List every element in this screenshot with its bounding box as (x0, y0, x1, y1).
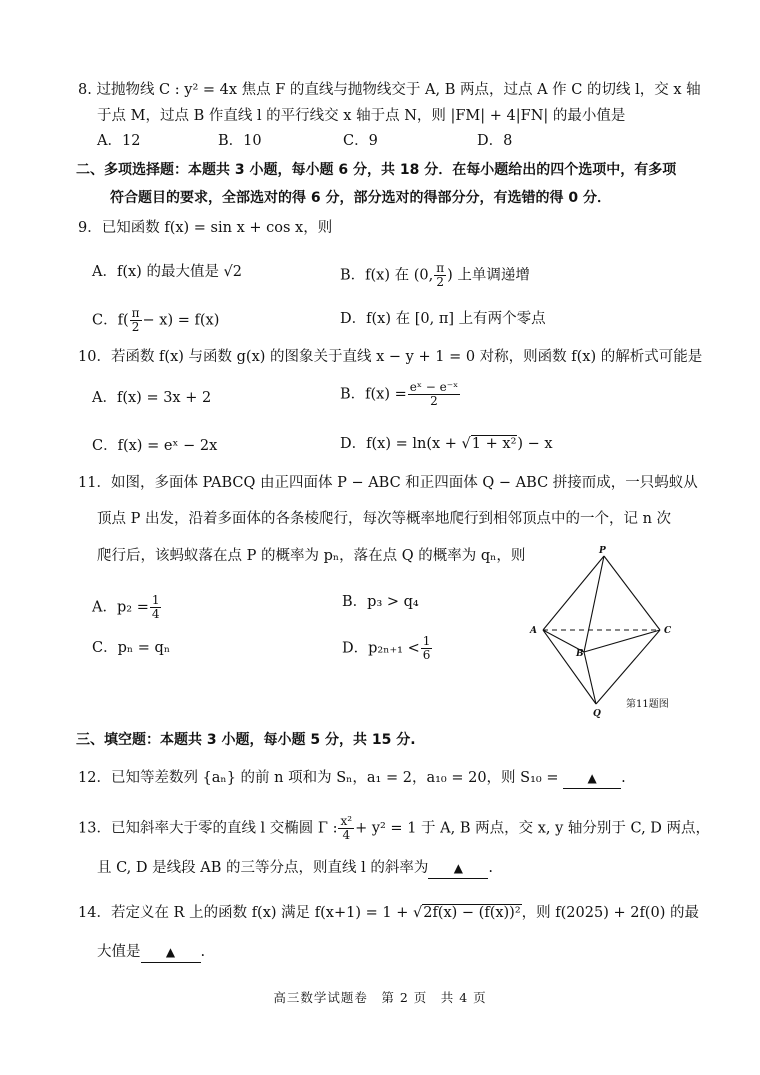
q11-d-pre: p₂ₙ₊₁ < (368, 640, 420, 657)
edge-pc (604, 556, 660, 630)
q8-option-a: A．12 (97, 133, 141, 149)
q12-answer-blank: ▲ (563, 768, 621, 789)
q11-line1: 11．如图，多面体 PABCQ 由正四面体 P − ABC 和正四面体 Q − ABC 拼接而成，一只蚂蚁从 (78, 475, 698, 491)
q9-c-num: π (131, 306, 140, 320)
section2-description: 符合题目的要求，全部选对的得 6 分，部分选对的得部分分，有选错的得 0 分． (110, 190, 611, 206)
vertex-label-a: A (530, 626, 537, 636)
q13-fraction (338, 815, 354, 842)
vertex-label-q: Q (593, 709, 601, 719)
q14-answer-blank: ▲ (141, 942, 201, 963)
q10-option-c (92, 436, 217, 456)
q11-option-d (342, 635, 433, 662)
q9-b-num: π (436, 261, 445, 275)
q9-c-post: − x) = f(x) (142, 312, 220, 329)
q10-b-den: 2 (430, 394, 438, 408)
q10-option-a (92, 388, 211, 408)
q11-a-pre: p₂ = (116, 599, 149, 616)
q8-number: 8. (78, 82, 92, 98)
q11-option-b (342, 592, 419, 612)
edge-pb (584, 556, 604, 652)
q14-line2 (97, 942, 205, 963)
q13-line2-text: 且 C, D 是线段 AB 的三等分点，则直线 l 的斜率为 (97, 860, 429, 876)
q11-line2: 顶点 P 出发，沿着多面体的各条棱爬行，每次等概率地爬行到相邻顶点中的一个，记 n 次 (97, 511, 672, 527)
q11-a-prefix: A． (92, 599, 117, 616)
q10-option-b (340, 381, 461, 408)
q11-line3: 爬行后，该蚂蚁落在点 P 的概率为 pₙ，落在点 Q 的概率为 qₙ，则 (97, 548, 526, 564)
q11-option-a (92, 594, 162, 621)
q11-d-fraction (421, 635, 433, 662)
q10-a-text: f(x) = 3x + 2 (116, 390, 212, 406)
q9-b-den: 2 (436, 275, 444, 289)
q14-post: ，则 f(2025) + 2f(0) 的最 (521, 905, 699, 921)
q8-option-d: D．8 (477, 133, 513, 149)
q10-d-post: ) − x (517, 436, 553, 452)
q14-line2-post: . (200, 944, 206, 960)
q10-d-pre: f(x) = ln(x + (366, 436, 462, 452)
page-footer: 高三数学试题卷 第 2 页 共 4 页 (273, 990, 487, 1005)
q11-c-text: pₙ = qₙ (117, 640, 171, 656)
q8-option-b: B．10 (218, 133, 262, 149)
edge-aq (543, 630, 596, 704)
q10-b-pre: f(x) = (365, 386, 407, 403)
q11-b-prefix: B． (342, 594, 368, 610)
q10-b-prefix: B． (340, 386, 366, 403)
q9-b-pre: f(x) 在 (0, (365, 267, 434, 284)
q10-d-sqrt: 1 + x² (471, 436, 517, 452)
q9-option-c (92, 307, 219, 334)
q12-line (78, 768, 626, 789)
q10-c-text: f(x) = eˣ − 2x (117, 438, 218, 454)
q14-pre: 14．若定义在 R 上的函数 f(x) 满足 f(x+1) = 1 + (78, 905, 413, 921)
q13-num: x² (340, 814, 353, 828)
q9-a-text: f(x) 的最大值是 √2 (116, 264, 243, 280)
q13-den: 4 (342, 828, 351, 842)
q11-option-c (92, 638, 170, 658)
vertex-label-b: B (576, 649, 584, 659)
q13-line1 (78, 815, 710, 842)
q12-text: 12．已知等差数列 {aₙ} 的前 n 项和为 Sₙ，a₁ = 2，a₁₀ = 20，则 S₁₀ = (78, 770, 564, 786)
q8-option-c: C．9 (343, 133, 378, 149)
q9-c-pre: f( (117, 312, 129, 329)
q13-line2 (97, 858, 493, 879)
q10-stem: 10．若函数 f(x) 与函数 g(x) 的图象关于直线 x − y + 1 = 0 对称，则函数 f(x) 的解析式可能是 (78, 349, 703, 365)
q13-post: + y² = 1 于 A, B 两点，交 x, y 轴分别于 C, D 两点， (355, 820, 711, 837)
q9-d-prefix: D． (340, 311, 367, 327)
q9-option-d (340, 309, 546, 329)
q11-d-num: 1 (422, 634, 431, 648)
q9-b-fraction (434, 262, 446, 289)
q11-figure-caption: 第11题图 (626, 699, 669, 710)
q9-c-fraction (130, 307, 142, 334)
q10-b-num: eˣ − e⁻ˣ (409, 380, 459, 394)
q10-a-prefix: A． (92, 390, 117, 406)
q13-line2-post: . (488, 860, 493, 876)
q9-option-a (92, 262, 242, 282)
q11-c-prefix: C． (92, 640, 118, 656)
section2-heading: 二、多项选择题：本题共 3 小题，每小题 6 分，共 18 分．在每小题给出的四个选项中，有多项 (76, 162, 677, 178)
q11-b-text: p₃ > q₄ (367, 594, 419, 610)
q9-b-prefix: B． (340, 267, 366, 284)
q9-c-prefix: C． (92, 312, 118, 329)
q11-a-num: 1 (151, 593, 160, 607)
q11-d-den: 6 (422, 648, 431, 662)
q9-d-text: f(x) 在 [0, π] 上有两个零点 (366, 311, 546, 327)
q13-pre: 13．已知斜率大于零的直线 l 交椭圆 Γ : (78, 820, 338, 837)
q9-option-b (340, 262, 530, 289)
q13-answer-blank: ▲ (428, 858, 488, 879)
q9-stem: 9．已知函数 f(x) = sin x + cos x，则 (78, 220, 333, 236)
q8-line1 (78, 80, 701, 100)
edge-bc (584, 630, 660, 652)
q12-post: . (621, 770, 626, 786)
q14-line1: 14．若定义在 R 上的函数 f(x) 满足 f(x+1) = 1 + √2f(x) − (f(x))²，则 f(2025) + 2f(0) 的最 (78, 905, 699, 921)
q10-c-prefix: C． (92, 438, 118, 454)
q10-d-prefix: D． (340, 436, 367, 452)
q11-d-prefix: D． (342, 640, 369, 657)
edge-cq (596, 630, 660, 704)
edge-pa (543, 556, 604, 630)
q9-c-den: 2 (131, 320, 140, 334)
q8-line2: 于点 M，过点 B 作直线 l 的平行线交 x 轴于点 N，则 |FM| + 4|FN| 的最小值是 (97, 108, 626, 124)
q14-line2-text: 大值是 (97, 944, 141, 960)
q10-b-fraction (408, 381, 460, 408)
section3-heading: 三、填空题：本题共 3 小题，每小题 5 分，共 15 分. (76, 732, 416, 748)
q14-sqrt: 2f(x) − (f(x))² (423, 905, 521, 921)
q8-text: 过抛物线 C : y² = 4x 焦点 F 的直线与抛物线交于 A, B 两点，过点 A 作 C 的切线 l，交 x 轴 (96, 82, 701, 98)
q11-a-fraction (150, 594, 162, 621)
q9-b-post: ) 上单调递增 (447, 267, 530, 284)
q10-option-d: D．f(x) = ln(x + √1 + x²) − x (340, 436, 553, 452)
vertex-label-p: P (599, 546, 606, 556)
vertex-label-c: C (664, 626, 672, 636)
q9-a-prefix: A． (92, 264, 117, 280)
q11-a-den: 4 (151, 607, 160, 621)
